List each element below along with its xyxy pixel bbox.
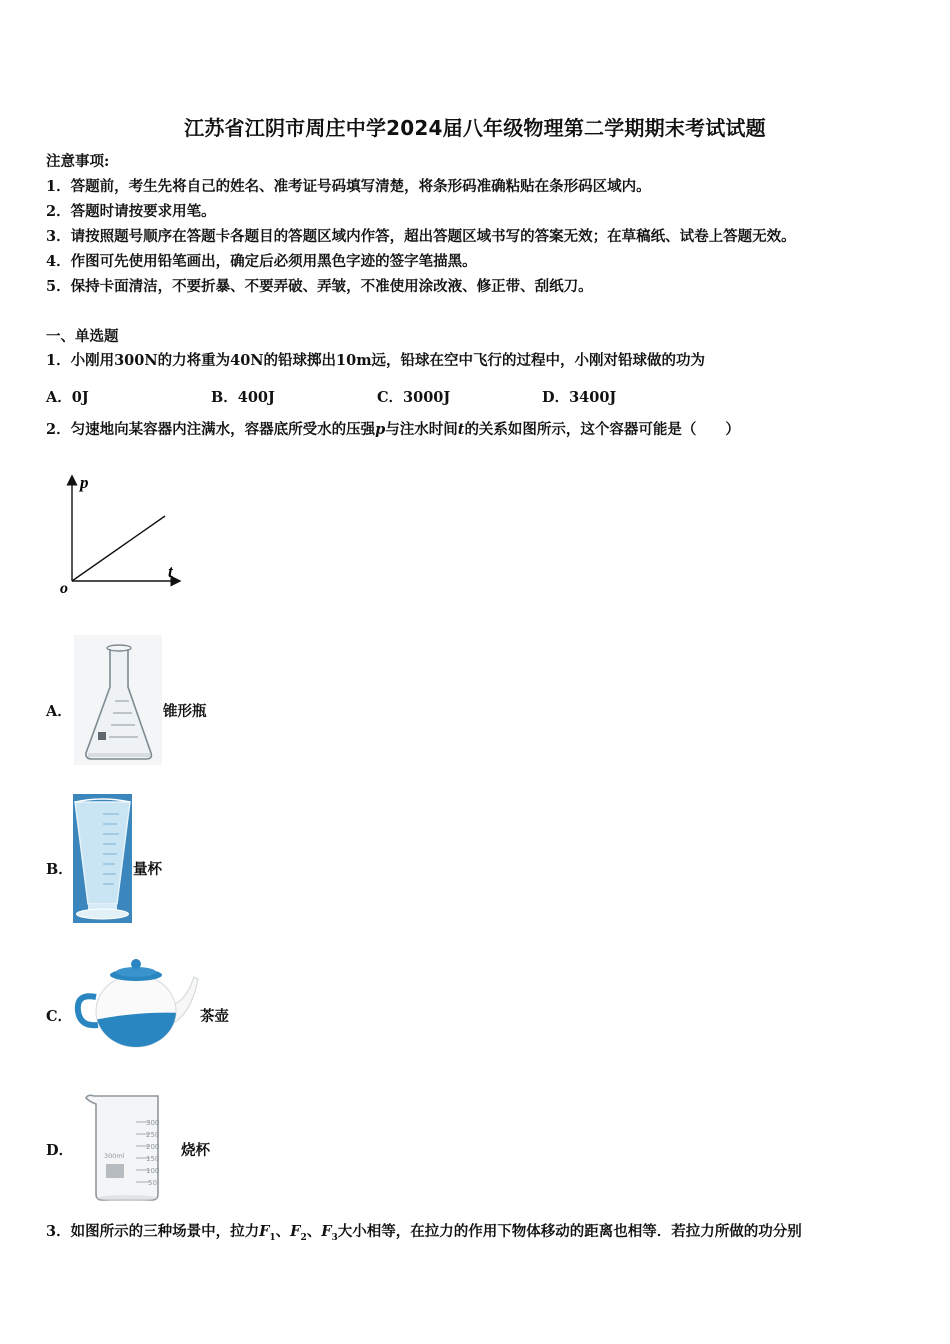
q2-stem-part: 与注水时间 — [385, 421, 458, 438]
notice-heading: 注意事项: — [46, 153, 110, 170]
beaker-image — [84, 1090, 174, 1204]
notice-item: 5．保持卡面清洁，不要折暴、不要弄破、弄皱，不准使用涂改液、修正带、刮纸刀。 — [46, 278, 593, 295]
measuring-cup-image — [73, 794, 132, 923]
q3-f3-sub: 3 — [331, 1232, 338, 1243]
q2-stem-part: 的关系如图所示，这个容器可能是（ ） — [464, 421, 740, 438]
beaker-mark: 150 — [146, 1155, 160, 1163]
q2-stem-part: 2．匀速地向某容器内注满水，容器底所受水的压强 — [46, 421, 376, 438]
beaker-mark: 200 — [146, 1143, 160, 1151]
q3-f2-sub: 2 — [300, 1232, 307, 1243]
notice-item: 1．答题前，考生先将自己的姓名、准考证号码填写清楚，将条形码准确粘贴在条形码区域内。 — [46, 178, 651, 195]
question-1-stem: 1．小刚用300N的力将重为40N的铅球掷出10m远，铅球在空中飞行的过程中，小刚对铅球做的功为 — [46, 352, 706, 369]
q1-option-b: B．400J — [211, 389, 275, 406]
q3-sep: 、 — [306, 1223, 322, 1240]
q2-option-d-letter: D． — [46, 1142, 74, 1159]
page-title: 江苏省江阴市周庄中学2024届八年级物理第二学期期末考试试题 — [184, 116, 766, 140]
q2-option-b-name: 量杯 — [133, 861, 162, 878]
notice-item: 3．请按照题号顺序在答题卡各题目的答题区域内作答，超出答题区域书写的答案无效；在草稿纸、试卷上答题无效。 — [46, 228, 796, 245]
notice-item: 4．作图可先使用铅笔画出，确定后必须用黑色字迹的签字笔描黑。 — [46, 253, 477, 270]
q3-sep: 、 — [275, 1223, 291, 1240]
q2-option-c-letter: C． — [46, 1008, 73, 1025]
q2-var-t: t — [457, 421, 465, 438]
pressure-line — [72, 516, 165, 581]
q2-option-d-name: 烧杯 — [181, 1142, 210, 1159]
question-3-stem — [46, 1222, 802, 1248]
q3-f1: F — [259, 1223, 270, 1240]
q2-option-a-name: 锥形瓶 — [163, 703, 207, 720]
beaker-mark: 50 — [148, 1179, 157, 1187]
q1-option-c: C．3000J — [377, 389, 451, 406]
q2-option-a-letter: A． — [46, 703, 72, 720]
q2-option-c-name: 茶壶 — [200, 1008, 229, 1025]
beaker-volume-text: 300ml — [104, 1152, 125, 1160]
beaker-mark: 100 — [146, 1167, 160, 1175]
beaker-mark: 250 — [146, 1131, 160, 1139]
q2-option-b-letter: B． — [46, 861, 73, 878]
pressure-time-graph — [55, 468, 190, 600]
x-axis-label: t — [168, 562, 173, 581]
y-axis-label: p — [80, 473, 89, 492]
q3-f2: F — [290, 1223, 301, 1240]
q3-stem-part: 大小相等，在拉力的作用下物体移动的距离也相等．若拉力所做的功分别 — [337, 1223, 802, 1240]
section-heading: 一、单选题 — [46, 328, 119, 345]
q3-f3: F — [321, 1223, 332, 1240]
question-2-stem — [46, 420, 740, 440]
q1-option-a: A．0J — [46, 389, 89, 406]
notice-item: 2．答题时请按要求用笔。 — [46, 203, 216, 220]
q3-f1-sub: 1 — [269, 1232, 276, 1243]
q2-var-p: p — [375, 421, 386, 438]
q3-stem-part: 3．如图所示的三种场景中，拉力 — [46, 1223, 260, 1240]
origin-label: o — [60, 580, 68, 597]
teapot-image — [74, 955, 200, 1051]
beaker-mark: 300 — [146, 1119, 160, 1127]
q1-option-d: D．3400J — [542, 389, 617, 406]
conical-flask-image — [74, 635, 162, 765]
